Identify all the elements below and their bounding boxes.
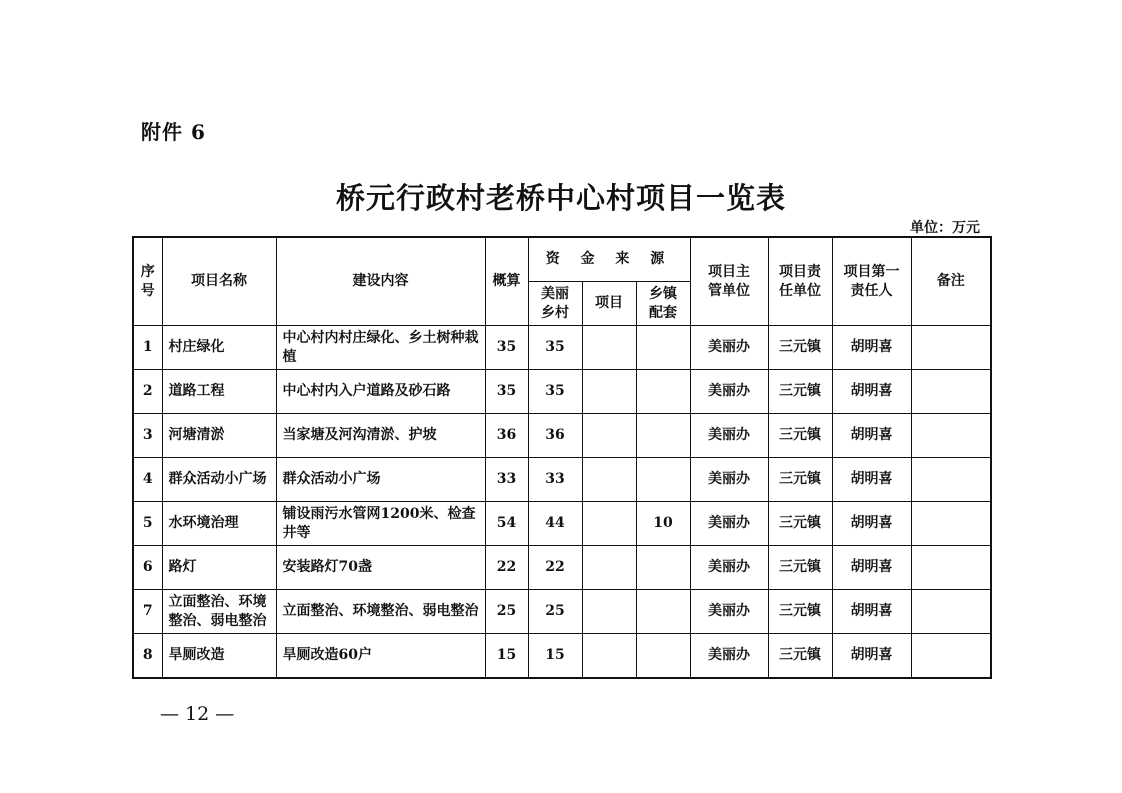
cell-seq: 8 <box>133 634 162 679</box>
cell-name: 水环境治理 <box>162 502 276 546</box>
cell-seq: 1 <box>133 326 162 370</box>
cell-content: 安装路灯70盏 <box>276 546 485 590</box>
page-number: — 12 — <box>160 703 235 725</box>
cell-meili: 35 <box>528 326 582 370</box>
cell-seq: 5 <box>133 502 162 546</box>
cell-dept: 美丽办 <box>690 458 768 502</box>
cell-xiangmu <box>582 502 636 546</box>
cell-meili: 15 <box>528 634 582 679</box>
cell-peitao <box>636 590 690 634</box>
cell-person: 胡明喜 <box>832 414 911 458</box>
cell-dept: 美丽办 <box>690 590 768 634</box>
cell-person: 胡明喜 <box>832 458 911 502</box>
cell-name: 路灯 <box>162 546 276 590</box>
cell-note <box>911 326 991 370</box>
table-row <box>133 414 991 458</box>
cell-budget: 33 <box>485 458 528 502</box>
cell-peitao: 10 <box>636 502 690 546</box>
table-row <box>133 458 991 502</box>
cell-resp: 三元镇 <box>768 414 832 458</box>
cell-person: 胡明喜 <box>832 370 911 414</box>
cell-note <box>911 502 991 546</box>
cell-peitao <box>636 546 690 590</box>
cell-person: 胡明喜 <box>832 634 911 679</box>
cell-meili: 33 <box>528 458 582 502</box>
cell-xiangmu <box>582 414 636 458</box>
cell-resp: 三元镇 <box>768 546 832 590</box>
cell-dept: 美丽办 <box>690 326 768 370</box>
cell-name: 道路工程 <box>162 370 276 414</box>
cell-resp: 三元镇 <box>768 590 832 634</box>
cell-seq: 2 <box>133 370 162 414</box>
cell-peitao <box>636 634 690 679</box>
cell-budget: 25 <box>485 590 528 634</box>
cell-name: 村庄绿化 <box>162 326 276 370</box>
table-row <box>133 326 991 370</box>
cell-resp: 三元镇 <box>768 502 832 546</box>
cell-name: 群众活动小广场 <box>162 458 276 502</box>
cell-dept: 美丽办 <box>690 634 768 679</box>
header-dept: 项目主管单位 <box>690 237 768 326</box>
page-title: 桥元行政村老桥中心村项目一览表 <box>335 181 786 215</box>
table-row <box>133 370 991 414</box>
header-fund-meili: 美丽乡村 <box>528 282 582 326</box>
project-table <box>132 236 992 679</box>
cell-budget: 35 <box>485 370 528 414</box>
header-note: 备注 <box>911 237 991 326</box>
cell-peitao <box>636 458 690 502</box>
unit-label: 单位：万元 <box>910 220 980 236</box>
cell-person: 胡明喜 <box>832 326 911 370</box>
cell-content: 立面整治、环境整治、弱电整治 <box>276 590 485 634</box>
cell-resp: 三元镇 <box>768 326 832 370</box>
cell-note <box>911 370 991 414</box>
cell-xiangmu <box>582 370 636 414</box>
cell-dept: 美丽办 <box>690 370 768 414</box>
cell-peitao <box>636 370 690 414</box>
cell-name: 河塘清淤 <box>162 414 276 458</box>
table-row <box>133 634 991 679</box>
cell-person: 胡明喜 <box>832 546 911 590</box>
cell-note <box>911 546 991 590</box>
cell-xiangmu <box>582 326 636 370</box>
cell-content: 中心村内村庄绿化、乡土树种栽植 <box>276 326 485 370</box>
cell-seq: 4 <box>133 458 162 502</box>
cell-meili: 44 <box>528 502 582 546</box>
cell-resp: 三元镇 <box>768 458 832 502</box>
cell-budget: 36 <box>485 414 528 458</box>
cell-content: 当家塘及河沟清淤、护坡 <box>276 414 485 458</box>
header-name: 项目名称 <box>162 237 276 326</box>
table-row <box>133 546 991 590</box>
cell-dept: 美丽办 <box>690 414 768 458</box>
cell-content: 群众活动小广场 <box>276 458 485 502</box>
table-row <box>133 590 991 634</box>
cell-meili: 22 <box>528 546 582 590</box>
cell-resp: 三元镇 <box>768 634 832 679</box>
cell-content: 旱厕改造60户 <box>276 634 485 679</box>
cell-resp: 三元镇 <box>768 370 832 414</box>
cell-name: 旱厕改造 <box>162 634 276 679</box>
header-seq: 序号 <box>133 237 162 326</box>
cell-seq: 7 <box>133 590 162 634</box>
cell-dept: 美丽办 <box>690 546 768 590</box>
cell-meili: 25 <box>528 590 582 634</box>
header-fund-peitao: 乡镇配套 <box>636 282 690 326</box>
header-person: 项目第一责任人 <box>832 237 911 326</box>
header-fund-xiangmu: 项目 <box>582 282 636 326</box>
cell-name: 立面整治、环境整治、弱电整治 <box>162 590 276 634</box>
cell-xiangmu <box>582 546 636 590</box>
cell-budget: 54 <box>485 502 528 546</box>
cell-note <box>911 458 991 502</box>
cell-meili: 35 <box>528 370 582 414</box>
cell-note <box>911 590 991 634</box>
cell-meili: 36 <box>528 414 582 458</box>
cell-note <box>911 634 991 679</box>
table-row <box>133 502 991 546</box>
cell-seq: 3 <box>133 414 162 458</box>
cell-note <box>911 414 991 458</box>
cell-content: 铺设雨污水管网1200米、检查井等 <box>276 502 485 546</box>
cell-dept: 美丽办 <box>690 502 768 546</box>
header-funding: 资 金 来 源 <box>528 237 690 282</box>
header-resp: 项目责任单位 <box>768 237 832 326</box>
cell-content: 中心村内入户道路及砂石路 <box>276 370 485 414</box>
cell-peitao <box>636 414 690 458</box>
cell-budget: 15 <box>485 634 528 679</box>
cell-budget: 35 <box>485 326 528 370</box>
cell-budget: 22 <box>485 546 528 590</box>
cell-xiangmu <box>582 634 636 679</box>
header-content: 建设内容 <box>276 237 485 326</box>
cell-person: 胡明喜 <box>832 590 911 634</box>
cell-xiangmu <box>582 458 636 502</box>
header-budget: 概算 <box>485 237 528 326</box>
cell-seq: 6 <box>133 546 162 590</box>
attachment-label: 附件 6 <box>141 120 206 144</box>
cell-person: 胡明喜 <box>832 502 911 546</box>
cell-xiangmu <box>582 590 636 634</box>
cell-peitao <box>636 326 690 370</box>
